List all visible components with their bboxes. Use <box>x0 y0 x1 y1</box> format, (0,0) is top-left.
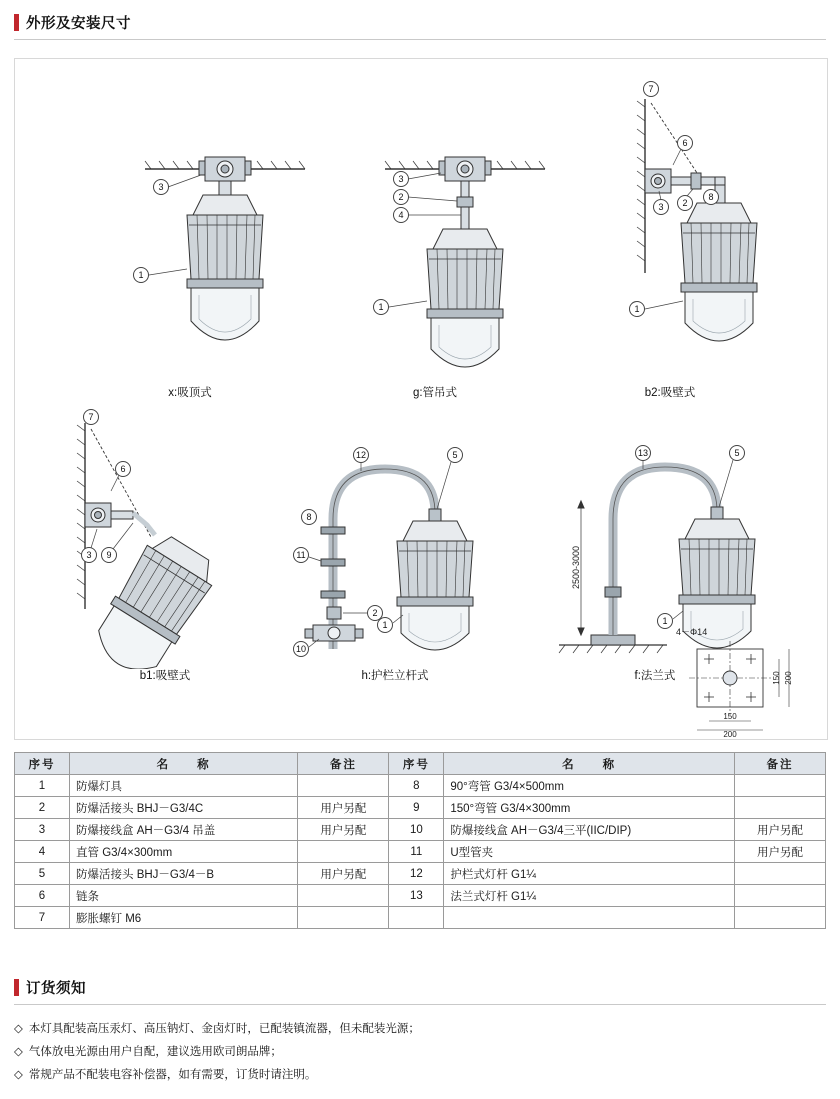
cell-name-left: 防爆活接头 BHJ－G3/4－B <box>70 863 298 885</box>
cell-name-right: 护栏式灯杆 G1¼ <box>444 863 735 885</box>
cell-no-left: 1 <box>15 775 70 797</box>
cell-name-right: 法兰式灯杆 G1¼ <box>444 885 735 907</box>
figure-caption-b2: b2:吸壁式 <box>644 387 696 399</box>
divider <box>14 1004 826 1005</box>
th-remark-right: 备注 <box>735 753 826 775</box>
svg-text:2: 2 <box>372 608 378 618</box>
th-remark-left: 备注 <box>298 753 389 775</box>
diamond-bullet-icon: ◇ <box>14 1023 23 1035</box>
page-title: 外形及安装尺寸 <box>26 16 131 32</box>
svg-text:8: 8 <box>708 192 714 202</box>
cell-remark-right <box>735 885 826 907</box>
table-row <box>15 885 826 907</box>
cell-name-left: 链条 <box>70 885 298 907</box>
section-ordering-header <box>0 977 840 1005</box>
th-name-right: 名 称 <box>444 753 735 775</box>
accent-bar <box>14 14 19 31</box>
svg-text:3: 3 <box>658 202 664 212</box>
svg-text:8: 8 <box>306 512 312 522</box>
svg-text:3: 3 <box>158 182 164 192</box>
cell-no-right: 11 <box>389 841 444 863</box>
cell-remark-right: 用户另配 <box>735 841 826 863</box>
cell-remark-right <box>735 907 826 929</box>
svg-text:6: 6 <box>120 464 126 474</box>
svg-text:10: 10 <box>295 644 307 654</box>
svg-text:1: 1 <box>634 304 640 314</box>
th-no-right: 序号 <box>389 753 444 775</box>
table-header-row <box>15 753 826 775</box>
cell-remark-left <box>298 907 389 929</box>
section-heading-row <box>0 977 840 998</box>
cell-no-left: 6 <box>15 885 70 907</box>
base-plate-hole-note: 4－Φ14 <box>676 627 708 637</box>
svg-text:1: 1 <box>378 302 384 312</box>
figure-caption-f: f:法兰式 <box>634 670 676 682</box>
drawing-area <box>14 58 828 740</box>
table-row <box>15 841 826 863</box>
section-title-ordering: 订货须知 <box>26 981 86 997</box>
th-no-left: 序号 <box>15 753 70 775</box>
diamond-bullet-icon: ◇ <box>14 1046 23 1058</box>
cell-no-left: 3 <box>15 819 70 841</box>
accent-bar <box>14 979 19 996</box>
cell-no-left: 4 <box>15 841 70 863</box>
cell-no-right: 13 <box>389 885 444 907</box>
cell-no-left: 7 <box>15 907 70 929</box>
svg-text:13: 13 <box>637 448 649 458</box>
table-row <box>15 863 826 885</box>
cell-no-right <box>389 907 444 929</box>
cell-remark-right <box>735 863 826 885</box>
svg-text:2: 2 <box>682 198 688 208</box>
figure-g-pipe-hanging <box>365 83 565 383</box>
cell-remark-right <box>735 797 826 819</box>
svg-text:2: 2 <box>398 192 404 202</box>
cell-no-right: 10 <box>389 819 444 841</box>
cell-remark-left: 用户另配 <box>298 797 389 819</box>
parts-table <box>14 752 826 929</box>
cell-name-right: 150°弯管 G3/4×300mm <box>444 797 735 819</box>
figure-b1-wall <box>51 409 281 669</box>
svg-text:11: 11 <box>296 550 306 560</box>
figure-caption-b1: b1:吸壁式 <box>139 670 191 682</box>
ordering-notes <box>14 1018 826 1087</box>
svg-text:150: 150 <box>723 712 737 721</box>
cell-remark-right <box>735 775 826 797</box>
cell-remark-left <box>298 775 389 797</box>
figure-f-flange <box>535 409 795 669</box>
note-text: 气体放电光源由用户自配，建议选用欧司朗品牌； <box>28 1046 282 1058</box>
cell-name-left: 防爆灯具 <box>70 775 298 797</box>
svg-text:1: 1 <box>662 616 668 626</box>
section-dimensions-header <box>0 12 840 40</box>
figure-caption-h: h:护栏立杆式 <box>361 670 429 682</box>
parts-table-wrapper <box>14 752 826 929</box>
cell-name-left: 膨胀螺钉 M6 <box>70 907 298 929</box>
section-heading-row <box>0 12 840 33</box>
svg-text:200: 200 <box>784 671 793 685</box>
figure-caption-x: x:吸顶式 <box>168 387 212 399</box>
svg-text:7: 7 <box>648 84 654 94</box>
table-row <box>15 907 826 929</box>
cell-no-left: 2 <box>15 797 70 819</box>
cell-name-left: 直管 G3/4×300mm <box>70 841 298 863</box>
note-text: 本灯具配装高压汞灯、高压钠灯、金卤灯时，已配装镇流器，但未配装光源； <box>28 1023 420 1035</box>
svg-text:3: 3 <box>398 174 404 184</box>
svg-text:5: 5 <box>452 450 458 460</box>
svg-text:7: 7 <box>88 412 94 422</box>
note-item <box>14 1064 826 1087</box>
figure-caption-g: g:管吊式 <box>412 387 458 399</box>
cell-no-left: 5 <box>15 863 70 885</box>
svg-text:5: 5 <box>734 448 740 458</box>
figure-base-plate-detail <box>675 637 815 737</box>
svg-text:150: 150 <box>772 671 781 685</box>
table-row <box>15 819 826 841</box>
svg-text:12: 12 <box>355 450 367 460</box>
svg-text:1: 1 <box>138 270 144 280</box>
note-text: 常规产品不配装电容补偿器，如有需要，订货时请注明。 <box>28 1069 317 1081</box>
cell-name-right: 90°弯管 G3/4×500mm <box>444 775 735 797</box>
svg-text:3: 3 <box>86 550 92 560</box>
svg-text:200: 200 <box>723 730 737 737</box>
cell-no-right: 9 <box>389 797 444 819</box>
cell-name-right <box>444 907 735 929</box>
cell-remark-left <box>298 885 389 907</box>
th-name-left: 名 称 <box>70 753 298 775</box>
diamond-bullet-icon: ◇ <box>14 1069 23 1081</box>
cell-name-right: U型管夹 <box>444 841 735 863</box>
figure-x-ceiling <box>125 83 325 383</box>
table-row <box>15 775 826 797</box>
svg-text:9: 9 <box>106 550 112 560</box>
cell-remark-right: 用户另配 <box>735 819 826 841</box>
figure-h-railing-post <box>285 409 525 669</box>
table-row <box>15 797 826 819</box>
cell-name-left: 防爆活接头 BHJ－G3/4C <box>70 797 298 819</box>
svg-text:6: 6 <box>682 138 688 148</box>
note-item <box>14 1018 826 1041</box>
cell-name-left: 防爆接线盒 AH－G3/4 吊盖 <box>70 819 298 841</box>
cell-remark-left <box>298 841 389 863</box>
figure-b2-wall <box>575 73 805 393</box>
cell-no-right: 8 <box>389 775 444 797</box>
flange-height-label: 2500-3000 <box>571 545 581 589</box>
cell-remark-left: 用户另配 <box>298 863 389 885</box>
svg-text:1: 1 <box>382 620 388 630</box>
svg-text:4: 4 <box>398 210 404 220</box>
cell-name-right: 防爆接线盒 AH－G3/4三平(IIC/DIP) <box>444 819 735 841</box>
cell-no-right: 12 <box>389 863 444 885</box>
note-item <box>14 1041 826 1064</box>
cell-remark-left: 用户另配 <box>298 819 389 841</box>
divider <box>14 39 826 40</box>
